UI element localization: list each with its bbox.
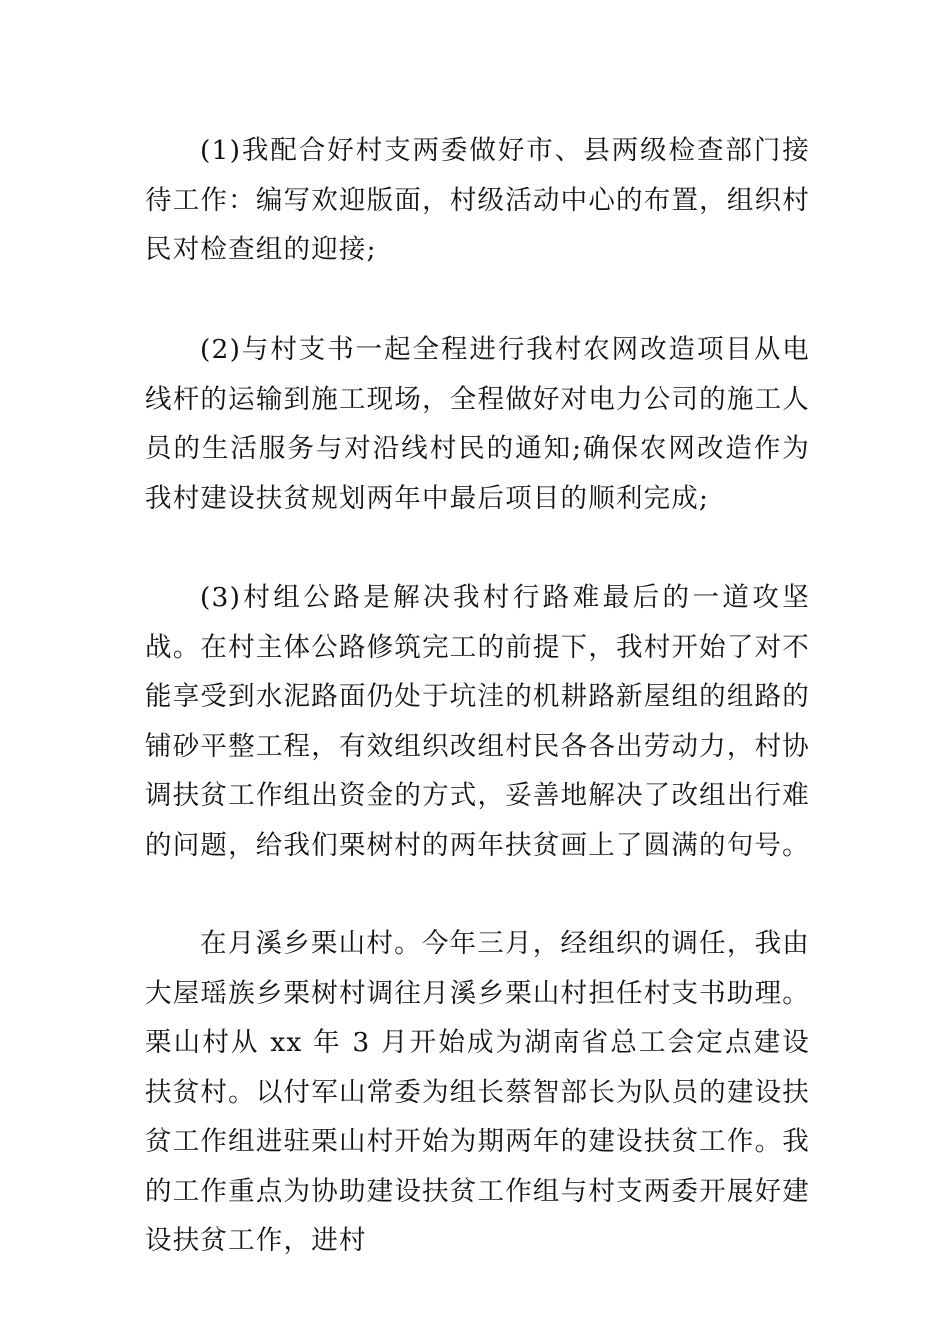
paragraph-item-4: 在月溪乡栗山村。今年三月，经组织的调任，我由大屋瑶族乡栗树村调往月溪乡栗山村担任村支书助理。栗山村从 xx 年 3 月开始成为湖南省总工会定点建设扶贫村。以付军山常委为组长蔡智部长为队员的建设扶贫工作组进驻栗山村开始为期两年的建设扶贫工作。我的工作重点为协助建设扶贫工作组与村支两委开展好建设扶贫工作，进村 xyxy=(145,928,810,1256)
paragraph-item-2: (2)与村支书一起全程进行我村农网改造项目从电线杆的运输到施工现场，全程做好对电力公司的施工人员的生活服务与对沿线村民的通知;确保农网改造作为我村建设扶贫规划两年中最后项目的顺利完成; xyxy=(145,334,810,514)
paragraph-item-3: (3)村组公路是解决我村行路难最后的一道攻坚战。在村主体公路修筑完工的前提下，我村开始了对不能享受到水泥路面仍处于坑洼的机耕路新屋组的组路的铺砂平整工程，有效组织改组村民各各出劳动力，村协调扶贫工作组出资金的方式，妥善地解决了改组出行难的问题，给我们栗树村的两年扶贫画上了圆满的句号。 xyxy=(145,582,810,861)
paragraph-item-1: (1)我配合好村支两委做好市、县两级检查部门接待工作：编写欢迎版面，村级活动中心的布置，组织村民对检查组的迎接; xyxy=(145,135,810,265)
